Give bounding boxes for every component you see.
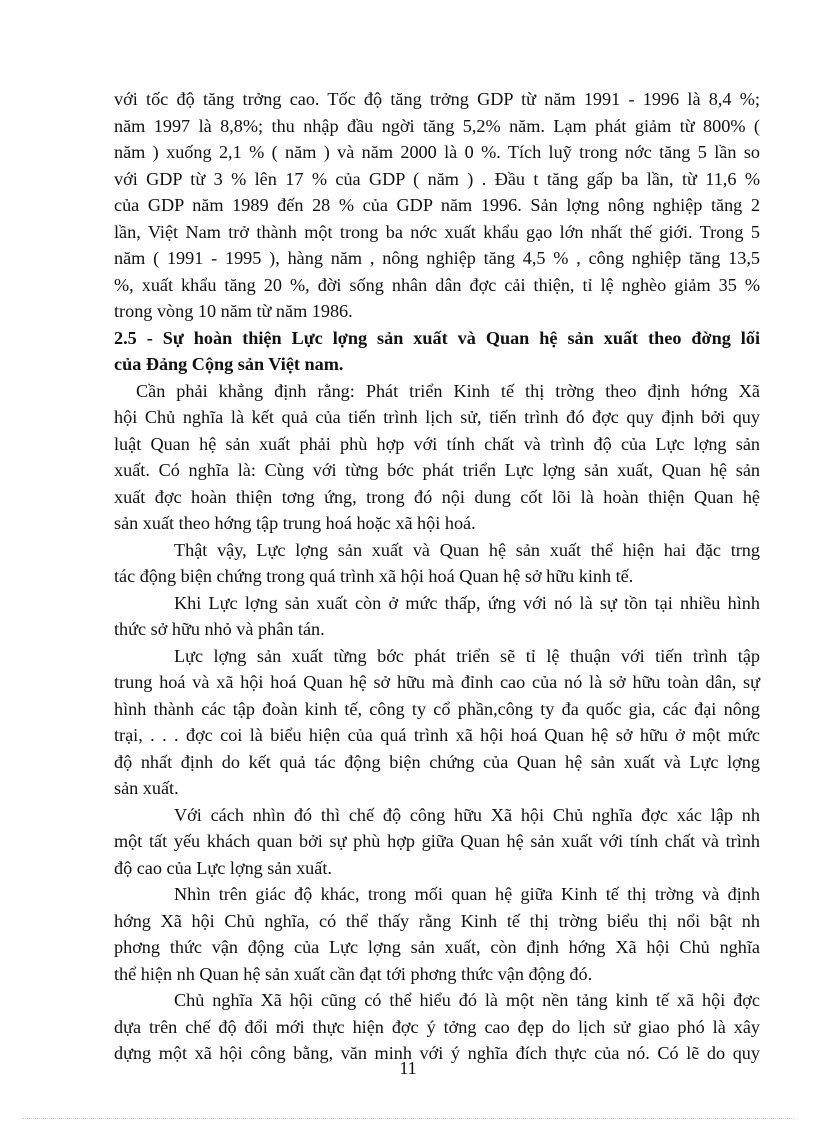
text-line: trung hoá và xã hội hoá Quan hệ sở hữu mà đỉnh cao của nó là sở hữu toàn dân, sự bbox=[114, 672, 760, 692]
text-line: thức sở hữu nhỏ và phân tán. bbox=[114, 619, 325, 639]
text-line: năm ( 1991 - 1995 ), hàng năm , nông nghiệp tăng 4,5 % , công nghiệp tăng 13,5 bbox=[114, 248, 760, 268]
text-line: với tốc độ tăng trởng cao. Tốc độ tăng trởng GDP từ năm 1991 - 1996 là 8,4 %; bbox=[114, 89, 760, 109]
text-line: %, xuất khẩu tăng 20 %, đời sống nhân dân đợc cải thiện, tỉ lệ nghèo giảm 35 % bbox=[114, 274, 760, 295]
text-line: Lực lợng sản xuất từng bớc phát triển sẽ tỉ lệ thuận với tiến trình tập bbox=[174, 645, 760, 666]
text-line: độ nhất định do kết quả tác động biện chứng của Quan hệ sản xuất và Lực lợng bbox=[114, 751, 760, 772]
text-line: phơng thức vận động của Lực lợng sản xuất, còn định hớng Xã hội Chủ nghĩa bbox=[114, 937, 760, 957]
text-line: Với cách nhìn đó thì chế độ công hữu Xã hội Chủ nghĩa đợc xác lập nh bbox=[174, 804, 760, 825]
text-line: thể hiện nh Quan hệ sản xuất cần đạt tới phơng thức vận động đó. bbox=[114, 963, 593, 984]
text-line: luật Quan hệ sản xuất phải phù hợp với tính chất và trình độ của Lực lợng sản bbox=[114, 433, 760, 454]
page-bottom-divider bbox=[22, 1118, 794, 1119]
section-heading-line: của Đảng Cộng sản Việt nam. bbox=[114, 354, 344, 374]
text-line: năm ) xuống 2,1 % ( năm ) và năm 2000 là 0 %. Tích luỹ trong nớc tăng 5 lần so bbox=[114, 142, 760, 162]
text-line: Nhìn trên giác độ khác, trong mối quan hệ giữa Kinh tế thị trờng và định bbox=[174, 884, 760, 904]
text-line: dựa trên chế độ đổi mới thực hiện đợc ý tởng cao đẹp do lịch sử giao phó là xây bbox=[114, 1016, 760, 1037]
text-line: trong vòng 10 năm từ năm 1986. bbox=[114, 301, 353, 321]
text-line: dựng một xã hội công bằng, văn minh với ý nghĩa đích thực của nó. Có lẽ do quy bbox=[114, 1043, 760, 1063]
text-line: trại, . . . đợc coi là biểu hiện của quá trình xã hội hoá Quan hệ sở hữu ở một mức bbox=[114, 725, 760, 745]
text-line: Khi Lực lợng sản xuất còn ở mức thấp, ứng với nó là sự tồn tại nhiều hình bbox=[174, 592, 760, 613]
section-heading-line: 2.5 - Sự hoàn thiện Lực lợng sản xuất và Quan hệ sản xuất theo đờng lối bbox=[114, 327, 760, 348]
text-line: một tất yếu khách quan bởi sự phù hợp giữa Quan hệ sản xuất với tính chất và trình bbox=[114, 831, 760, 851]
text-line: xuất đợc hoàn thiện tơng ứng, trong đó nội dung cốt lõi là hoàn thiện Quan hệ bbox=[114, 486, 760, 507]
text-line: hớng Xã hội Chủ nghĩa, có thể thấy rằng Kinh tế thị trờng biểu thị nổi bật nh bbox=[114, 910, 760, 931]
text-line: năm 1997 là 8,8%; thu nhập đầu ngời tăng 5,2% năm. Lạm phát giảm từ 800% ( bbox=[114, 115, 760, 136]
text-line: hình thành các tập đoàn kinh tế, công ty cổ phần,công ty đa quốc gia, các đại nông bbox=[114, 698, 760, 719]
text-line: của GDP năm 1989 đến 28 % của GDP năm 1996. Sản lợng nông nghiệp tăng 2 bbox=[114, 195, 760, 215]
text-line: xuất. Có nghĩa là: Cùng với từng bớc phát triển Lực lợng sản xuất, Quan hệ sản bbox=[114, 460, 760, 480]
body-text bbox=[114, 86, 760, 1067]
text-line: tác động biện chứng trong quá trình xã hội hoá Quan hệ sở hữu kinh tế. bbox=[114, 566, 634, 586]
text-line: Cần phải khẳng định rằng: Phát triển Kinh tế thị trờng theo định hớng Xã bbox=[136, 380, 760, 401]
text-line: lần, Việt Nam trở thành một trong ba nớc xuất khẩu gạo lớn nhất thế giới. Trong 5 bbox=[114, 221, 760, 242]
text-line: với GDP từ 3 % lên 17 % của GDP ( năm ) . Đầu t tăng gấp ba lần, từ 11,6 % bbox=[114, 168, 760, 189]
text-line: Chủ nghĩa Xã hội cũng có thể hiểu đó là một nền tảng kinh tế xã hội đợc bbox=[174, 990, 760, 1010]
text-line: sản xuất theo hớng tập trung hoá hoặc xã hội hoá. bbox=[114, 513, 476, 533]
text-line: Thật vậy, Lực lợng sản xuất và Quan hệ sản xuất thể hiện hai đặc trng bbox=[174, 539, 760, 560]
text-line: hội Chủ nghĩa là kết quả của tiến trình lịch sử, tiến trình đó đợc quy định bởi quy bbox=[114, 407, 760, 427]
text-line: sản xuất. bbox=[114, 778, 179, 798]
text-line: độ cao của Lực lợng sản xuất. bbox=[114, 857, 332, 878]
page-number: 11 bbox=[399, 1058, 417, 1078]
